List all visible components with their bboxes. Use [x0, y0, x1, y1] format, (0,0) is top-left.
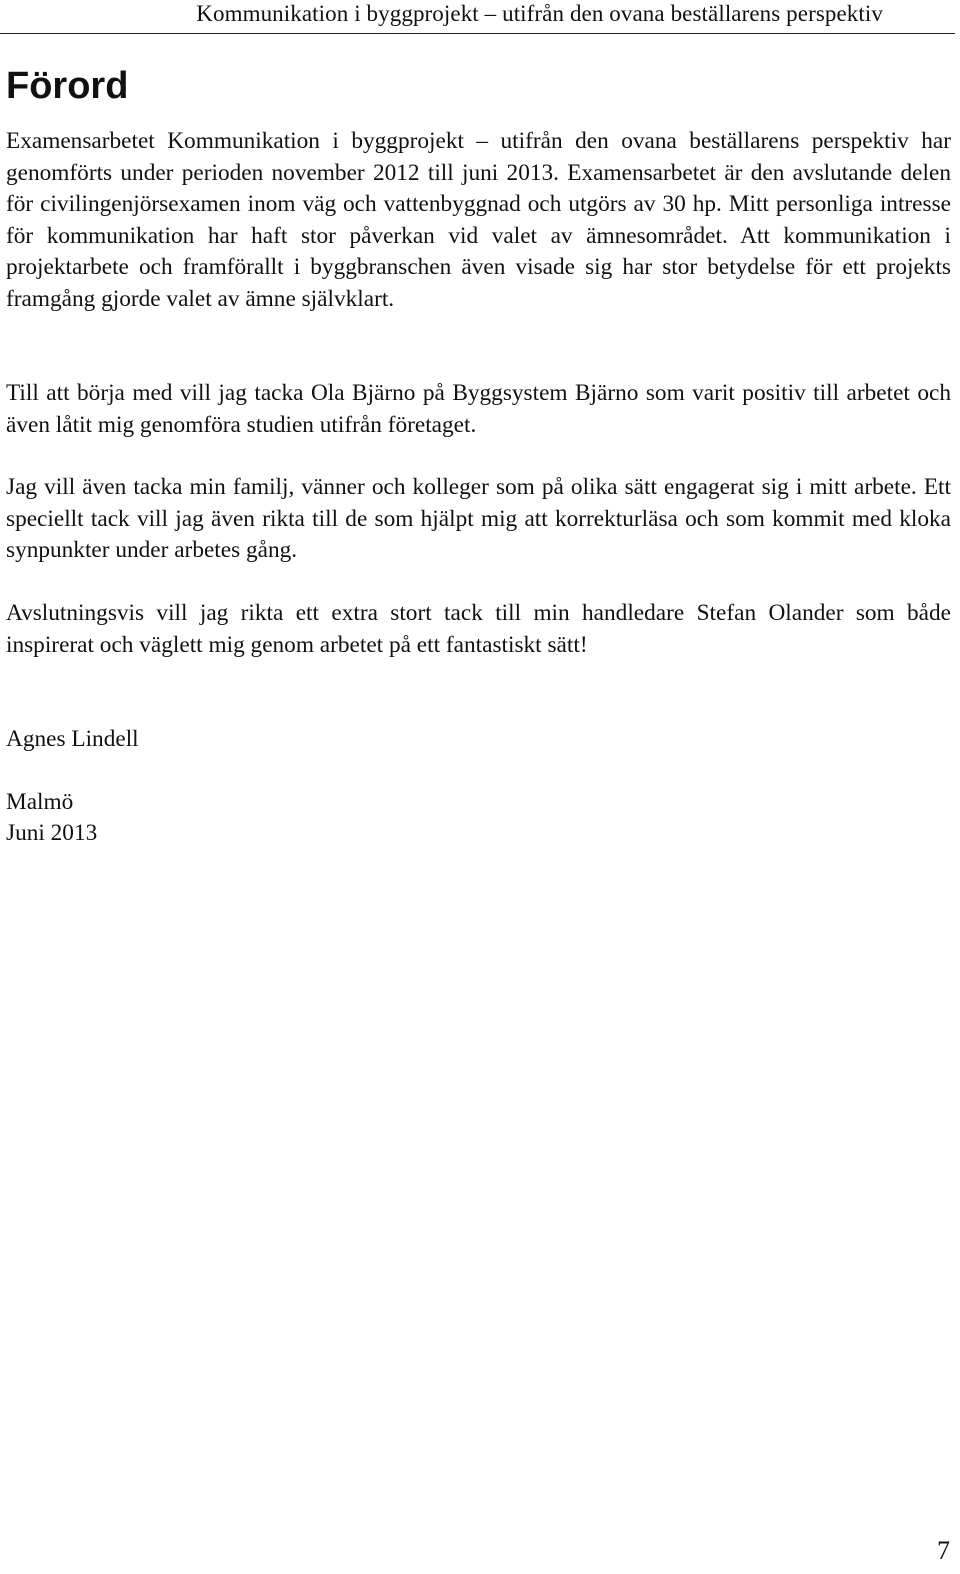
running-header — [0, 0, 955, 34]
paragraph-thanks-supervisor: Avslutningsvis vill jag rikta ett extra stort tack till min handledare Stefan Olander som både inspirerat och väglett mig genom arbetet på ett fantastiskt sätt! — [6, 600, 951, 658]
signature-name: Agnes Lindell — [6, 726, 139, 752]
page-number: 7 — [937, 1536, 950, 1565]
signature-date: Juni 2013 — [6, 820, 98, 846]
signature-place: Malmö — [6, 789, 74, 815]
paragraph-thanks-family: Jag vill även tacka min familj, vänner och kolleger som på olika sätt engagerat sig i mitt arbete. Ett speciellt tack vill jag även rikta till de som hjälpt mig att korrekturläsa och som kommit med kloka synpunkter under arbetes gång. — [6, 474, 951, 563]
running-header-title: Kommunikation i byggprojekt – utifrån den ovana beställarens perspektiv — [196, 1, 883, 26]
paragraph-thanks-company: Till att börja med vill jag tacka Ola Bjärno på Byggsystem Bjärno som varit positiv till arbetet och även låtit mig genomföra studien utifrån företaget. — [6, 380, 951, 438]
page-title: Förord — [6, 65, 129, 107]
paragraph-intro: Examensarbetet Kommunikation i byggprojekt – utifrån den ovana beställarens perspektiv har genomförts under perioden november 2012 till juni 2013. Examensarbetet är den avslutande delen för civilingenjörsexamen inom väg och vattenbyggnad och utgörs av 30 hp. Mitt personliga intresse för kommunikation har haft stor påverkan vid valet av ämnesområdet. Att kommunikation i projektarbete och framförallt i byggbranschen även visade sig har stor betydelse för ett projekts framgång gjorde valet av ämne självklart. — [6, 128, 951, 312]
